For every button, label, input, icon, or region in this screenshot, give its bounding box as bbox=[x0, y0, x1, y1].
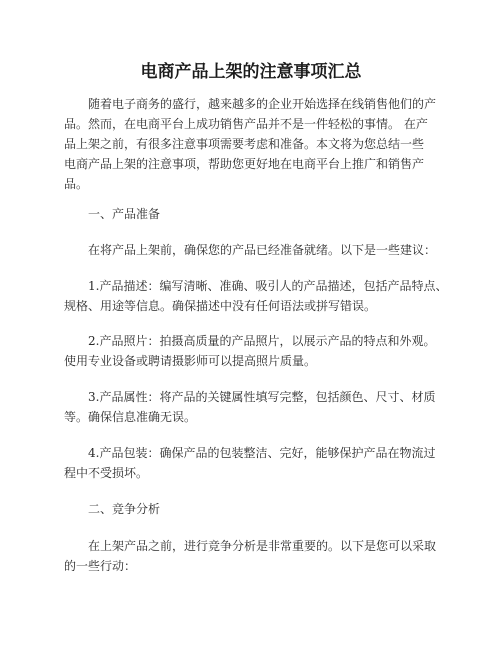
intro-line: 品上架之前，有很多注意事项需要考虑和准备。本文将为您总结一些 bbox=[64, 137, 425, 151]
section1-heading-paragraph bbox=[64, 204, 444, 224]
intro-paragraph bbox=[64, 94, 444, 194]
list-item-line: 4.产品包装：确保产品的包装整洁、完好，能够保护产品在物流过 bbox=[88, 446, 436, 460]
intro-line: 品。然而，在电商平台上成功销售产品并不是一件轻松的事情。 在产 bbox=[64, 117, 428, 131]
list-item-line: 3.产品属性：将产品的关键属性填写完整，包括颜色、尺寸、材质 bbox=[88, 390, 436, 404]
list-item-line: 规格、用途等信息。确保描述中没有任何语法或拼写错误。 bbox=[64, 299, 377, 313]
intro-line: 随着电子商务的盛行，越来越多的企业开始选择在线销售他们的产 bbox=[88, 97, 437, 111]
list-item-product-packaging bbox=[64, 443, 444, 483]
section2-intro-line: 的一些行动： bbox=[64, 559, 137, 573]
list-item-line: 2.产品照片：拍摄高质量的产品照片，以展示产品的特点和外观。 bbox=[88, 334, 436, 348]
section1-heading: 一、产品准备 bbox=[88, 207, 161, 221]
section2-heading: 二、竞争分析 bbox=[88, 502, 161, 516]
list-item-product-photos bbox=[64, 331, 444, 371]
section1-intro-paragraph bbox=[64, 240, 444, 260]
section2-intro-line: 在上架产品之前，进行竞争分析是非常重要的。以下是您可以采取 bbox=[88, 539, 437, 553]
list-item-product-description bbox=[64, 276, 448, 316]
intro-line: 电商产品上架的注意事项，帮助您更好地在电商平台上推广和销售产 bbox=[64, 157, 425, 171]
section2-intro-paragraph bbox=[64, 536, 444, 576]
section1-intro: 在将产品上架前，确保您的产品已经准备就绪。以下是一些建议： bbox=[88, 243, 437, 257]
list-item-product-attributes bbox=[64, 387, 444, 427]
list-item-line: 等。确保信息准确无误。 bbox=[64, 410, 197, 424]
section2-heading-paragraph bbox=[64, 499, 444, 519]
list-item-line: 使用专业设备或聘请摄影师可以提高照片质量。 bbox=[64, 354, 317, 368]
list-item-line: 1.产品描述：编写清晰、准确、吸引人的产品描述，包括产品特点、 bbox=[88, 279, 448, 293]
intro-line: 品。 bbox=[64, 177, 89, 191]
document-title: 电商产品上架的注意事项汇总 bbox=[140, 62, 362, 82]
list-item-line: 程中不受损坏。 bbox=[64, 466, 149, 480]
